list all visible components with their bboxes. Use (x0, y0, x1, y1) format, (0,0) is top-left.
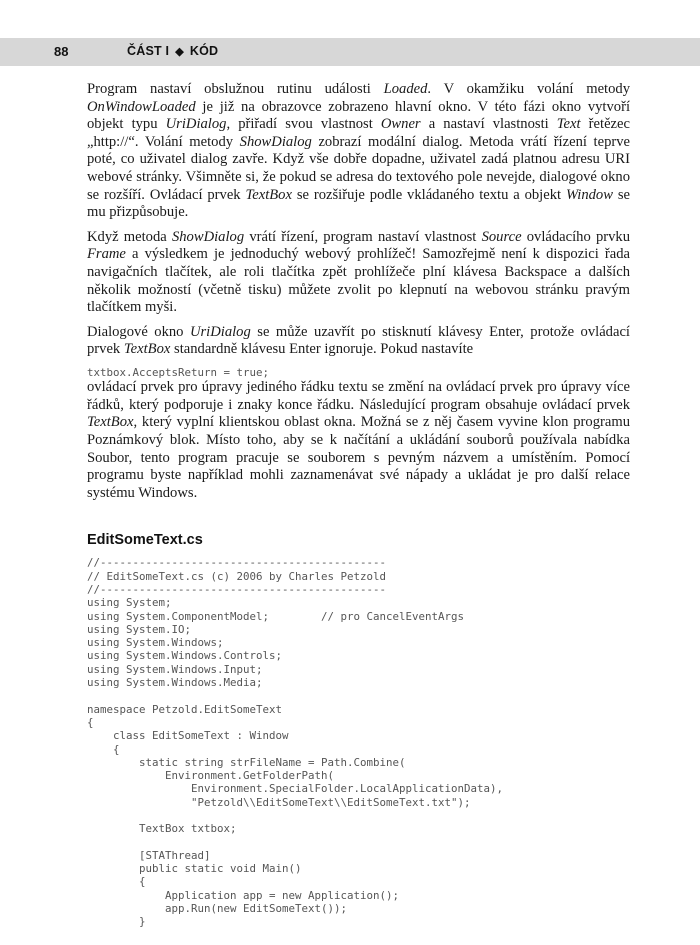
running-header (0, 38, 700, 66)
italic-term: Loaded (383, 81, 428, 97)
part-label: ČÁST I (127, 44, 170, 58)
italic-term: OnWindowLoaded (87, 98, 196, 115)
italic-term: TextBox (87, 414, 134, 431)
running-head-title (127, 44, 218, 58)
page-number: 88 (54, 44, 69, 59)
italic-term: ShowDialog (239, 133, 312, 150)
italic-term: UriDialog (165, 116, 227, 133)
italic-term: TextBox (245, 186, 292, 203)
inline-code: txtbox.AcceptsReturn = true; (87, 365, 270, 379)
diamond-icon: ◆ (175, 46, 184, 58)
italic-term: Frame (87, 246, 126, 263)
italic-term: UriDialog (189, 323, 251, 340)
listing-title: EditSomeText.cs (87, 532, 203, 549)
italic-term: Text (556, 116, 581, 133)
italic-term: Owner (380, 116, 421, 133)
page-body (87, 81, 630, 929)
italic-term: Source (481, 228, 522, 245)
paragraph: ovládací prvek pro úpravy jediného řádku textu se změní na ovládací prvek pro úpravy více řádků, který podporuje i znaky konce řádku. Následující program obsahuje ovládací prvek TextBox, který vyplní klientskou oblast okna. Možná se z něj časem vyvine klon programu Poznámkový blok. Místo toho, aby se k načítání a ukládání souborů používala nabídka Soubor, tento program pracuje se souborem s pevným názvem a umístěním. Pomocí programu byste například mohli zaznamenávat své nápady a ukládat je pro další relace systému Windows. (87, 379, 630, 501)
chapter-label: KÓD (189, 44, 219, 58)
paragraph: Dialogové okno UriDialog se může uzavřít po stisknutí klávesy Enter, protože ovládací prvek TextBox standardně klávesu Enter ignoruje. Pokud nastavíte (87, 323, 630, 358)
paragraph: Když metoda ShowDialog vrátí řízení, program nastaví vlastnost Source ovládacího prvku Frame a výsledkem je jednoduchý webový prohlížeč! Samozřejmě není k dispozici řada navigačních tlačítek, ale roli tlačítka zpět prohlížeče plní klávesa Backspace a dalších několik možností (včetně tisku) můžete zvolit po klepnutí na webovou stránku pravým tlačítkem myši. (87, 228, 631, 316)
italic-term: ShowDialog (171, 228, 245, 245)
paragraph: Program nastaví obslužnou rutinu události Loaded. V okamžiku volání metody OnWindowLoaded je již na obrazovce zobrazeno hlavní okno. V této fázi okno vytvoří objekt typu UriDialog, přiřadí svou vlastnost Owner a nastaví vlastnosti Text řetězec „http://“. Volání metody ShowDialog zobrazí modální dialog. Metoda vrátí řízení teprve poté, co uživatel dialog zavře. Když vše dobře dopadne, uživatel zadá platnou adresu URI webové stránky. Všimněte si, že pokud se adresa do textového pole nevejde, dialogové okno se rozšíří. Ovládací prvek TextBox se rozšiřuje podle vkládaného textu a objekt Window se mu přizpůsobuje. (87, 81, 630, 221)
italic-term: TextBox (123, 341, 171, 358)
italic-term: Window (565, 186, 613, 203)
code-listing: //-------------------------------------------- // EditSomeText.cs (c) 2006 by Charles Petzold //-------------------------------------------- using System; using System.ComponentModel; // pro CancelEventArgs using System.IO; using System.Windows; using System.Windows.Controls; using System.Windows.Input; using System.Windows.Media; namespace Petzold.EditSomeText { class EditSomeText : Window { static string strFileName = Path.Combine( Environment.GetFolderPath( Environment.SpecialFolder.LocalApplicationData), "Petzold\\EditSomeText\\EditSomeText.txt"); TextBox txtbox; [STAThread] public static void Main() { Application app = new Application(); app.Run(new EditSomeText()); } (87, 556, 504, 929)
